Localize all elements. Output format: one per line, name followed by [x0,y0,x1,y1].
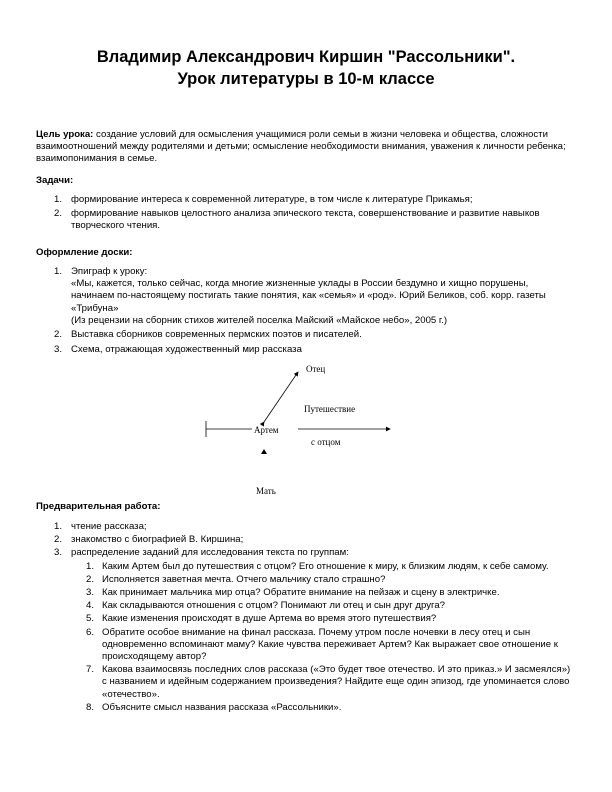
diagram-father-label: Отец [306,364,326,374]
questions-list [86,561,574,714]
list-item: 4. Как складываются отношения с отцом? Понимают ли отец и сын друг друга? [86,600,446,612]
list-item: 2. Исполняется заветная мечта. Отчего мальчику стало страшно? [86,573,386,585]
epigraph-quote: «Мы, кажется, только сейчас, когда многие жизненные уклады в России бездумно и хищно порушены, начинаем по-настоящему постигать такие понятия, как «семья» и «род». Юрий Беликов, соб. корр. газеты «Трибуна» [71,278,546,314]
diagram-mother-label: Мать [256,486,276,496]
list-item: 2. знакомство с биографией В. Киршина; [54,534,244,546]
prep-list [54,521,574,714]
board-list [54,266,574,356]
tasks-list [54,194,574,233]
list-item: 1. Каким Артем был до путешествия с отцом? Его отношение к миру, к близким людям, к себе самому. [86,560,549,572]
list-item: 3. распределение заданий для исследования текста по группам: 1. Каким Артем был до путешествия с отцом? Его отношение к миру, к близким людям, к себе самому. 2. Исполняется заветная мечта. Отчего мальчику стало страшно? 3. Как принимает мальчика мир отца? Обратите внимание на пейзаж и сцену в электричке. 4. Как складываются отношения с отцом? Понимают ли отец и сын друг друга? 5. Какие изменения происходят в душе Артема во время этого путешествия? 6. Обратите особое внимание на финал рассказа. Почему утром после ночевки в лесу отец и сын одновременно вспоминают маму? Какие чувства переживает Артем? Как выражает свое отношение к происходящему автор? 7. Какова взаимосвязь последних слов рассказа («Это будет твое отечество. И это приказ.» И засмеялся») с названием и идейным содержанием произведения? Найдите еще один эпизод, где упоминается слово «отечество». 8. Объясните смысл названия рассказа «Рассольники». [54,547,574,714]
list-item: 3. Как принимает мальчика мир отца? Обратите внимание на пейзаж и сцену в электричке. [86,587,500,599]
prep-heading: Предварительная работа: [36,501,161,512]
tasks-heading: Задачи: [36,175,74,186]
goal-label: Цель урока: [36,129,94,140]
goal-text: создание условий для осмысления учащимися роли семьи в жизни человека и общества, сложности взаимоотношений между родителями и детьми; осмысление необходимости внимания, уважения к личности ребенка; взаимопонимания в семье. [36,129,566,165]
board-heading: Оформление доски: [36,247,133,258]
title-line-1: Владимир Александрович Киршин "Рассольники". [96,48,516,66]
title-line-2: Урок литературы в 10-м классе [177,70,435,88]
father-arrow [264,372,298,422]
list-item: 8. Объясните смысл названия рассказа «Рассольники». [86,701,342,713]
diagram-journey-label: Путешествие [304,404,356,414]
diagram-artem-label: Артем [254,425,279,435]
list-item: 7. Какова взаимосвязь последних слов рассказа («Это будет твое отечество. И это приказ.» И засмеялся») с названием и идейным содержанием произведения? Найдите еще один эпизод, где упоминается слово «отечество». [86,664,571,700]
page-title [0,46,612,90]
diagram-with-father-label: с отцом [311,437,341,447]
list-item: 1. формирование интереса к современной литературе, в том числе к литературе Прикамья; [54,194,473,205]
list-item: 5. Какие изменения происходят в душе Артема во время этого путешествия? [86,613,437,625]
list-item: 3. Схема, отражающая художественный мир рассказа [54,344,302,356]
mother-arrow [261,449,267,454]
list-item: 1. Эпиграф к уроку: «Мы, кажется, только сейчас, когда многие жизненные уклады в России бездумно и хищно порушены, начинаем по-настоящему постигать такие понятия, как «семья» и «род». Юрий Беликов, соб. корр. газеты «Трибуна» (Из рецензии на сборник стихов жителей поселка Майский «Майское небо», 2005 г.) [54,266,574,327]
list-item: 6. Обратите особое внимание на финал рассказа. Почему утром после ночевки в лесу отец и сын одновременно вспоминают маму? Какие чувства переживает Артем? Как выражает свое отношение к происходящему автор? [86,626,558,663]
list-item: 1. чтение рассказа; [54,521,147,532]
list-item: 2. формирование навыков целостного анализа эпического текста, совершенствование и развитие навыков творческого чтения. [54,208,540,232]
list-item: 2. Выставка сборников современных пермских поэтов и писателей. [54,329,362,341]
epigraph-source: (Из рецензии на сборник стихов жителей поселка Майский «Майское небо», 2005 г.) [71,314,448,326]
lesson-goal [36,129,584,166]
